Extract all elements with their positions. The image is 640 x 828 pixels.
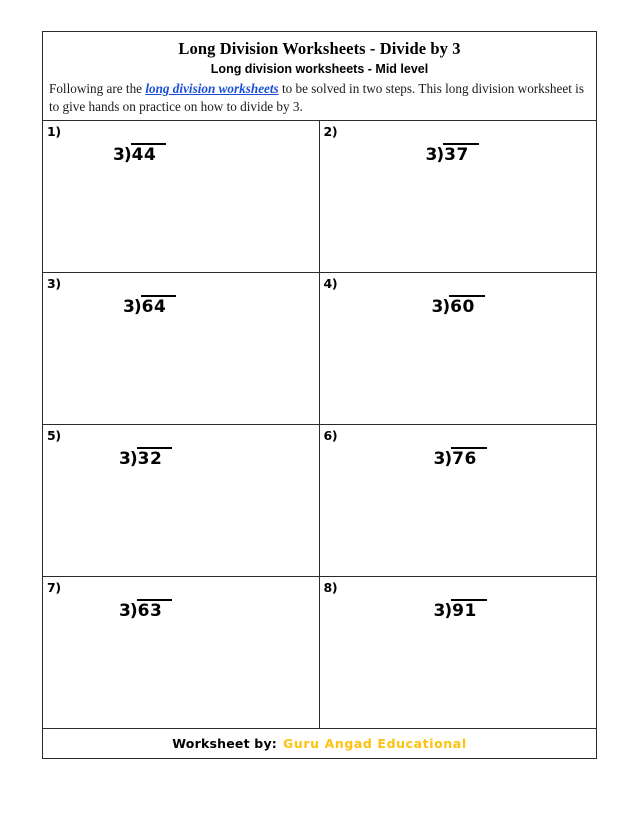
division-bracket-icon: ): [123, 145, 132, 166]
problem-number: 6): [323, 428, 338, 444]
problem-number: 4): [323, 276, 338, 292]
divisor: 3: [425, 145, 438, 166]
problem-number: 3): [47, 276, 61, 292]
long-division-worksheets-link[interactable]: long division worksheets: [145, 81, 279, 97]
problem-grid: [43, 121, 596, 729]
problem-cell-6[interactable]: [320, 425, 597, 576]
problem-number: 8): [323, 580, 338, 596]
page-subtitle: Long division worksheets - Mid level: [210, 61, 429, 76]
dividend: 44: [131, 143, 167, 164]
division-bracket-icon: ): [129, 601, 138, 622]
problem-cell-3[interactable]: [43, 273, 320, 424]
division-bracket-icon: ): [436, 145, 445, 166]
long-division-expression-8: [434, 599, 487, 620]
problem-cell-5[interactable]: [43, 425, 320, 576]
problem-row: [43, 577, 596, 729]
long-division-expression-7: [119, 599, 172, 620]
problem-number: 5): [47, 428, 61, 444]
divisor: 3: [433, 449, 446, 470]
dividend: 91: [451, 599, 487, 620]
dividend: 63: [137, 599, 173, 620]
footer-by-label: Worksheet by:: [172, 736, 277, 752]
problem-cell-8[interactable]: [320, 577, 597, 728]
dividend: 60: [449, 295, 485, 316]
problem-cell-2[interactable]: [320, 121, 597, 272]
long-division-expression-2: [426, 143, 479, 164]
dividend: 32: [137, 447, 173, 468]
problem-cell-1[interactable]: [43, 121, 320, 272]
problem-row: [43, 425, 596, 577]
dividend: 64: [141, 295, 177, 316]
intro-text-before: Following are the: [49, 81, 146, 97]
divisor: 3: [113, 145, 125, 166]
divisor: 3: [433, 601, 446, 622]
division-bracket-icon: ): [133, 297, 142, 318]
problem-number: 1): [47, 124, 61, 140]
divisor: 3: [119, 449, 131, 470]
long-division-expression-5: [119, 447, 172, 468]
worksheet-table: [42, 31, 597, 759]
divisor: 3: [123, 297, 135, 318]
long-division-expression-4: [432, 295, 485, 316]
page-title: Long Division Worksheets - Divide by 3: [178, 39, 461, 58]
division-bracket-icon: ): [444, 449, 453, 470]
intro-paragraph: [48, 80, 591, 116]
division-bracket-icon: ): [444, 601, 453, 622]
problem-cell-7[interactable]: [43, 577, 320, 728]
problem-number: 2): [323, 124, 338, 140]
worksheet-header: [43, 32, 596, 121]
problem-cell-4[interactable]: [320, 273, 597, 424]
long-division-expression-1: [113, 143, 166, 164]
footer-brand-name: Guru Angad Educational: [283, 736, 467, 752]
division-bracket-icon: ): [129, 449, 138, 470]
dividend: 76: [451, 447, 487, 468]
dividend: 37: [443, 143, 479, 164]
worksheet-footer: [43, 729, 596, 758]
problem-row: [43, 121, 596, 273]
division-bracket-icon: ): [442, 297, 451, 318]
problem-row: [43, 273, 596, 425]
long-division-expression-6: [434, 447, 487, 468]
intro-text-after: to be solved in two steps. This long division worksheet is to give hands on practice on how to divide by 3.: [49, 81, 584, 115]
divisor: 3: [119, 601, 131, 622]
long-division-expression-3: [123, 295, 176, 316]
divisor: 3: [431, 297, 444, 318]
problem-number: 7): [47, 580, 61, 596]
